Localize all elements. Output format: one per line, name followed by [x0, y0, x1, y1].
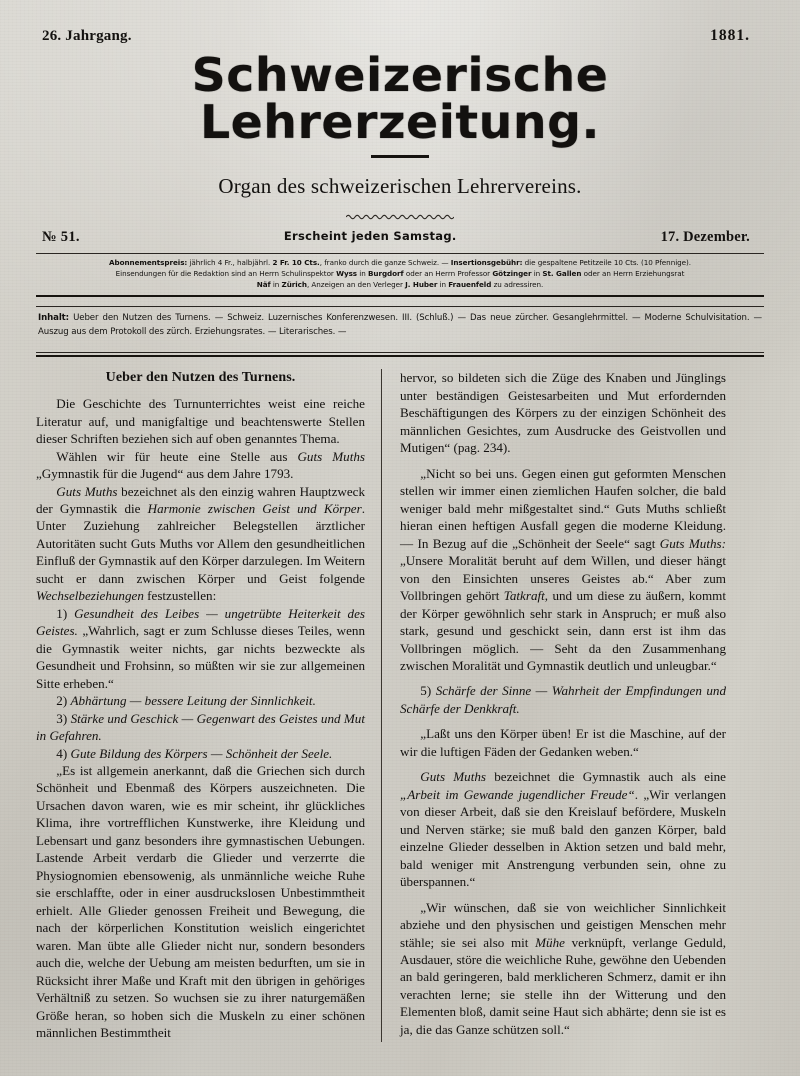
article-paragraph: [36, 395, 365, 447]
article-paragraph: [36, 710, 365, 745]
issue-date: 17. Dezember.: [660, 228, 750, 245]
subscription-line-1: Abonnementspreis: jährlich 4 Fr., halbjährl. 2 Fr. 10 Cts., franko durch die ganze Schweiz. — Insertionsgebühr: die gespaltene Petitzeile 10 Cts. (10 Pfennige).: [108, 257, 692, 267]
issue-number: № 51.: [42, 228, 80, 245]
body-text: „Nicht so bei uns. Gegen einen gut geformten Menschen stellen wir immer einen ziemlichen Haufen solcher, die bald weniger bald mehr mißgestaltet sind.“ Guts Muths schließt hieran einen heftigen Ausfall gegen die moderne Kleidung. — In Bezug auf die „Schönheit der Seele“ sagt: [400, 465, 726, 551]
body-text: verknüpft, verlange Geduld, Ausdauer, störe die weichliche Ruhe, gewöhne den Uebenden an bald geringeren, bald merklicheren Schmerz, damit er ihn verachten lerne; sie stelle ihn der Witterung und den Elementen bloß, damit seine Haut sich abhärte; denn sie ist es ja, die das Ganze schützen soll.“: [400, 934, 726, 1037]
emphasis-text: Mühe: [535, 934, 565, 950]
emphasis-text: Wechselbeziehungen: [36, 588, 144, 604]
article-paragraph: [400, 899, 726, 1039]
rule-inhalt-bottom-thick: [36, 355, 764, 358]
article-paragraph: [400, 768, 726, 890]
body-text: 2): [56, 693, 71, 709]
body-text: „Wir wünschen, daß sie von weichlicher Sinnlichkeit abziehe und den physischen und geistigen Menschen mehr stähle; sie sei also mit: [400, 899, 726, 950]
right-column-body: [400, 369, 726, 1038]
article-paragraph: [36, 448, 365, 483]
body-text: . „Wir verlangen von dieser Arbeit, daß sie den Kreislauf befördere, Muskeln und Nerven stärke; sie muß bald den ganzen Körper, bald einzelne Glieder desselben in Aktion setzen und bald mehr, bald weniger mit Anstrengung verbunden sein, ohne zu überspannen.“: [400, 786, 726, 890]
article-paragraph: [400, 369, 726, 456]
body-text: hervor, so bildeten sich die Züge des Knaben und Jünglings unter beständigen Geistesarbeiten und Mut erfordernden Beschäftigungen des Körpers zu der einzigen Schönheit des männlichen Gesichtes, zum Ausdrucke des Geistvollen und Mutigen“ (pag. 234).: [400, 370, 726, 456]
column-left: [36, 369, 381, 1041]
emphasis-text: Guts Muths:: [659, 535, 726, 551]
article-paragraph: [400, 465, 726, 675]
article-paragraph: [36, 692, 365, 709]
publication-frequency: Erscheint jeden Samstag.: [283, 228, 457, 243]
subtitle: Organ des schweizerischen Lehrervereins.: [218, 173, 582, 198]
emphasis-text: Guts Muths: [420, 769, 487, 785]
issue-line: [36, 229, 764, 246]
ornamental-wave-divider: [346, 212, 454, 221]
contents-label: Inhalt:: [38, 313, 70, 324]
emphasis-text: „Arbeit im Gewande jugendlicher Freude“: [400, 786, 635, 802]
article-paragraph: [36, 605, 365, 692]
body-text: 3): [56, 710, 71, 726]
body-text: 1): [56, 605, 75, 621]
left-column-body: [36, 395, 365, 1041]
subscription-block: [36, 254, 764, 295]
body-text: 5): [420, 683, 436, 699]
subscription-line-3: Näf in Zürich, Anzeigen an den Verleger J. Huber in Frauenfeld zu adressiren.: [256, 279, 544, 289]
body-text: „Wahrlich, sagt er zum Schlusse dieses Teiles, wenn die Gymnastik weiter nichts, gar nichts bezweckte als Gesundheit und Frohsinn, so müßten wir sie zur allgemeinen Sitte erheben.“: [36, 623, 365, 691]
contents-block: [36, 307, 764, 345]
emphasis-text: Gute Bildung des Körpers — Schönheit der Seele.: [70, 745, 333, 761]
emphasis-text: Gesundheit des Leibes — ungetrübte Heiterkeit des Geistes.: [36, 605, 365, 639]
body-text: bezeichnet die Gymnastik auch als eine: [486, 769, 726, 785]
body-text: 4): [56, 745, 71, 761]
article-title: Ueber den Nutzen des Turnens.: [105, 370, 296, 386]
body-text: , und um diese zu äußern, kommt der Körper gewöhnlich sehr stark in Anspruch; er muß also stark, gesund und geschickt sein, dann erst ist ihm das Vollbringen möglich. — Seht da den Zusammenhang zwischen Moralität und Gymnastik deutlich und unleugbar.“: [400, 588, 726, 673]
masthead-rule: [371, 155, 429, 158]
emphasis-text: Schärfe der Sinne — Wahrheit der Empfindungen und Schärfe der Denkkraft.: [400, 683, 726, 716]
year-label: 1881.: [710, 27, 750, 44]
article-paragraph: [36, 483, 365, 605]
article-paragraph: [36, 745, 365, 762]
masthead-topline: [36, 0, 764, 45]
body-text: bezeichnet als den einzig wahren Hauptzweck der Gymnastik die: [36, 483, 366, 516]
body-text: „Es ist allgemein anerkannt, daß die Griechen sich durch Schönheit und Ebenmaß des Körpers auszeichneten. Die Ursachen davon waren, wie es mir scheint, ihr glückliches Klima, ihre vortrefflichen Kunstwerke, ihre Kleidung und Lebensart und ganz besonders ihre gymnastischen Uebungen. Lastende Arbeit verdarb die Glieder und verzerrte die Physiognomien ebensowenig, als unmännliche weiche Ruhe sie erschlaffte, oder in einer ausdruckslosen Unbestimmtheit erhielt. Alle Glieder genossen Freiheit und Bewegung, die nach der körperlichen Konstitution weislich eingerichtet waren. Man übte alle Glieder nicht nur, sondern besonders auch die, welche der Uebung am meisten bedurften, um sie in Rücksicht ihrer Maße und Kraft mit den übrigen in gehöriges Verhältniß zu setzen. So wuchsen sie zu ihrer naturgemäßen Größe heran, so hoben sich die Muskeln zu einer schönen männlichen Bestimmtheit: [36, 763, 365, 1041]
column-right: [381, 369, 726, 1041]
emphasis-text: Stärke und Geschick — Gegenwart des Geistes und Mut in Gefahren.: [36, 710, 365, 744]
page-title: Schweizerische Lehrerzeitung.: [191, 48, 609, 149]
article-paragraph: [36, 762, 365, 1042]
article-paragraph: [400, 682, 726, 717]
emphasis-text: Harmonie zwischen Geist und Körper: [147, 500, 362, 516]
subscription-line-2: Einsendungen für die Redaktion sind an Herrn Schulinspektor Wyss in Burgdorf oder an Herrn Professor Götzinger in St. Gallen oder an Herrn Erziehungsrat: [115, 268, 685, 278]
contents-text: Ueber den Nutzen des Turnens. — Schweiz. Luzernisches Konferenzwesen. III. (Schluß.) — Das neue zürcher. Gesanglehrmittel. — Moderne Schulvisitation. — Auszug aus dem Protokoll des zürch. Erziehungsrates. — Literarisches. —: [38, 313, 762, 338]
body-text: Wählen wir für heute eine Stelle aus: [56, 448, 298, 464]
article-columns: [36, 369, 764, 1041]
body-text: „Gymnastik für die Jugend“ aus dem Jahre 1793.: [36, 466, 294, 482]
body-text: Die Geschichte des Turnunterrichtes weist eine reiche Literatur auf, und manigfaltige und beachtenswerte Stellen dieser Schriften beziehen sich auf oben genanntes Thema.: [36, 396, 365, 447]
emphasis-text: Tatkraft: [503, 588, 545, 604]
body-text: . Unter Zuziehung zahlreicher Belegstellen ärztlicher Autoritäten sucht Guts Muths vor Allem den gesundheitlichen Einfluß der Gymnastik auf den Körper darzulegen. Im Weitern sucht er dann zwischen Körper und Geist folgende: [36, 500, 365, 586]
body-text: festzustellen:: [143, 588, 217, 604]
volume-label: 26. Jahrgang.: [42, 28, 132, 44]
article-paragraph: [400, 725, 726, 760]
emphasis-text: Guts Muths: [56, 483, 118, 499]
body-text: „Laßt uns den Körper üben! Er ist die Maschine, auf der wir die luftigen Fäden der Gedanken weben.“: [400, 726, 726, 759]
emphasis-text: Abhärtung — bessere Leitung der Sinnlichkeit.: [70, 693, 316, 709]
emphasis-text: Guts Muths: [297, 448, 365, 464]
body-text: „Unsere Moralität beruht auf dem Willen, und dieser hängt von den Einsichten unseres Geistes ab.“ Aber zum Vollbringen gehört: [400, 553, 726, 604]
